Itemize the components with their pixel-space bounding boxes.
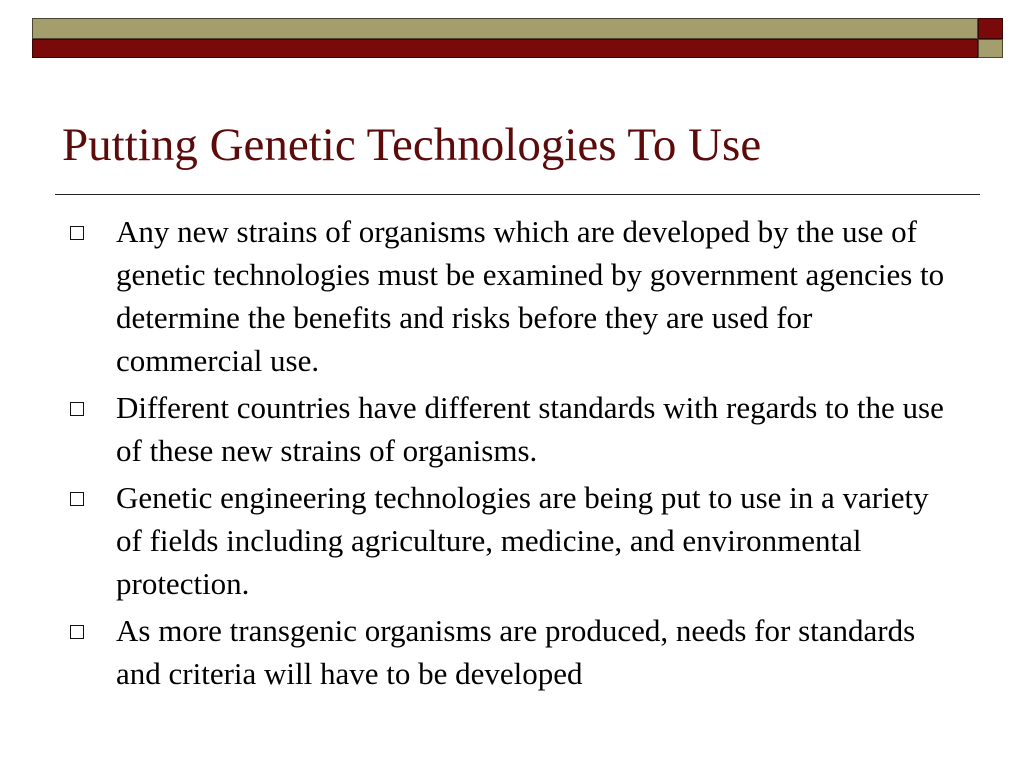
bullet-item — [62, 476, 962, 605]
slide-title: Putting Genetic Technologies To Use — [62, 119, 762, 171]
header-square-olive — [978, 39, 1003, 58]
hollow-square-bullet-icon — [70, 492, 84, 506]
hollow-square-bullet-icon — [70, 226, 84, 240]
bullet-text: As more transgenic organisms are produced, needs for standards and criteria will have to be developed — [116, 613, 916, 691]
header-bar-maroon — [32, 39, 978, 58]
bullet-text: Genetic engineering technologies are being put to use in a variety of fields including agriculture, medicine, and environmental protection. — [116, 480, 929, 601]
bullet-list — [62, 210, 962, 699]
hollow-square-bullet-icon — [70, 625, 84, 639]
bullet-item — [62, 609, 962, 695]
header-square-maroon — [978, 18, 1003, 39]
header-bar-olive — [32, 18, 978, 39]
bullet-item — [62, 386, 962, 472]
bullet-text: Any new strains of organisms which are developed by the use of genetic technologies must be examined by government agencies to determine the benefits and risks before they are used for commercial use. — [116, 214, 945, 378]
bullet-item — [62, 210, 962, 382]
bullet-text: Different countries have different standards with regards to the use of these new strains of organisms. — [116, 390, 944, 468]
hollow-square-bullet-icon — [70, 402, 84, 416]
title-divider — [55, 194, 980, 195]
